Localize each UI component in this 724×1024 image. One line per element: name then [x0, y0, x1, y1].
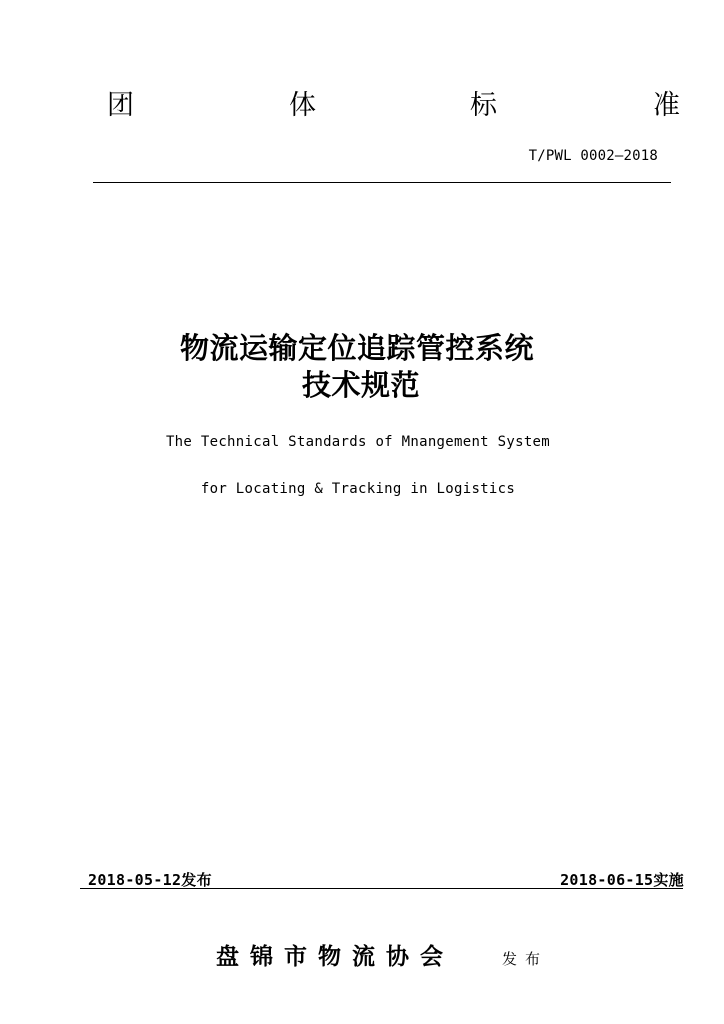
issue-label: 发布	[502, 950, 549, 968]
header-char-tuan: 团	[107, 90, 134, 121]
header-char-ti: 体	[289, 90, 316, 121]
title-chinese-line-2: 技术规范	[301, 368, 420, 402]
title-english-line-1: The Technical Standards of Mnangement System	[165, 434, 551, 450]
title-english-line-2: for Locating & Tracking in Logistics	[200, 481, 516, 497]
title-chinese-line-1: 物流运输定位追踪管控系统	[179, 331, 534, 365]
header-char-biao: 标	[470, 90, 497, 121]
header-char-zhun: 准	[653, 90, 680, 121]
footer-divider	[80, 888, 683, 889]
issue-date: 2018-05-12发布	[88, 871, 212, 889]
header-divider	[93, 182, 671, 183]
implementation-date: 2018-06-15实施	[560, 871, 684, 889]
standard-code: T/PWL 0002—2018	[528, 148, 658, 164]
issuing-organization: 盘锦市物流协会	[216, 944, 454, 970]
